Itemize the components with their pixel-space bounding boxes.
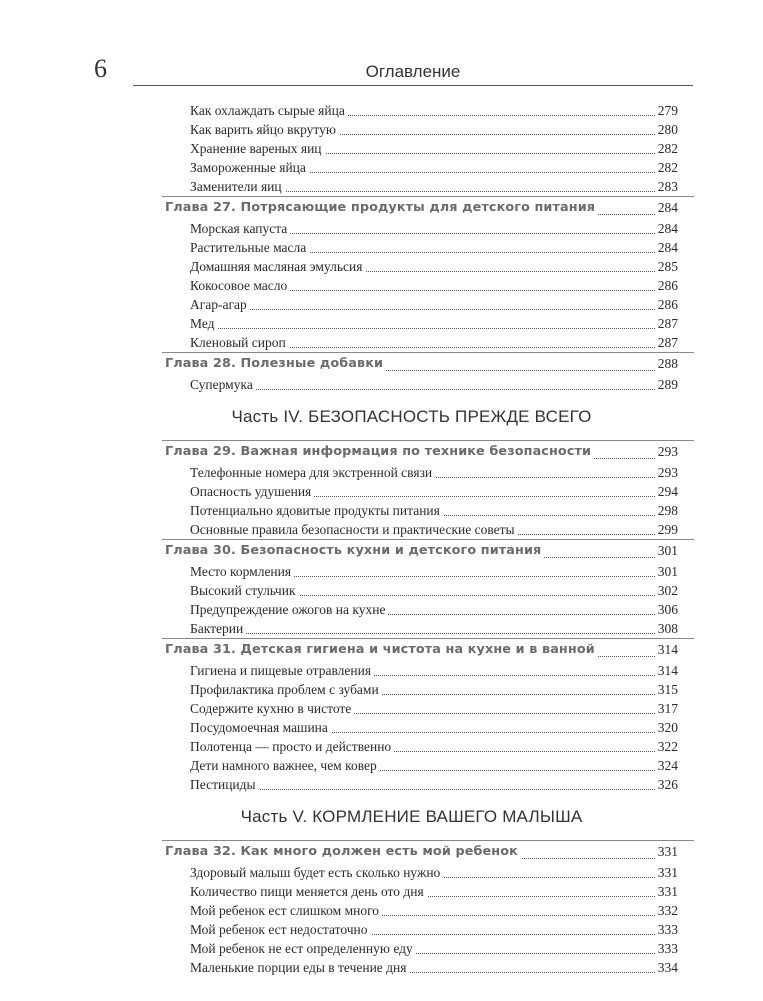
page-ref: 324 — [655, 756, 678, 775]
running-title: Оглавление — [365, 62, 461, 81]
page-ref: 333 — [655, 939, 678, 958]
entry-title: Бактерии — [190, 619, 246, 638]
page-ref: 315 — [655, 680, 678, 699]
page-ref: 331 — [655, 882, 678, 901]
entry-title: Место кормления — [190, 562, 294, 581]
part-heading: Часть V. КОРМЛЕНИЕ ВАШЕГО МАЛЫША — [240, 807, 583, 826]
page-ref: 293 — [655, 463, 678, 482]
page-ref: 284 — [655, 197, 678, 219]
chapter-title: Глава 27. Потрясающие продукты для детского питания — [165, 197, 598, 219]
page-ref: 282 — [655, 158, 678, 177]
dot-leader — [190, 290, 657, 310]
entry-title: Мой ребенок не ест определенную еду — [190, 939, 416, 958]
entry-title: Потенциально ядовитые продукты питания — [190, 501, 443, 520]
entry-title: Агар-агар — [190, 295, 250, 314]
page-ref: 301 — [655, 562, 678, 581]
page-ref: 289 — [655, 375, 678, 394]
page-ref: 282 — [655, 139, 678, 158]
entry-title: Здоровый малыш будет есть сколько нужно — [190, 863, 443, 882]
page-ref: 288 — [655, 353, 678, 375]
table-of-contents — [0, 101, 763, 977]
entry-title: Содержите кухню в чистоте — [190, 699, 354, 718]
entry-title: Опасность удушения — [190, 482, 314, 501]
entry-title: Супермука — [190, 375, 256, 394]
entry-title: Хранение вареных яиц — [190, 139, 325, 158]
page-ref: 302 — [655, 581, 678, 600]
entry-title: Дети намного важнее, чем ковер — [190, 756, 380, 775]
entry-title: Количество пищи меняется день ото дня — [190, 882, 427, 901]
entry-title: Домашняя масляная эмульсия — [190, 257, 365, 276]
header-rule — [133, 85, 693, 86]
entry-title: Высокий стульчик — [190, 581, 299, 600]
entry-title: Предупреждение ожогов на кухне — [190, 600, 388, 619]
page-ref: 326 — [655, 775, 678, 794]
toc-entry[interactable] — [0, 375, 763, 394]
page-ref: 322 — [655, 737, 678, 756]
page-ref: 287 — [655, 314, 678, 333]
dot-leader — [190, 309, 657, 329]
page-ref: 331 — [655, 863, 678, 882]
page-ref: 314 — [655, 639, 678, 661]
page-ref: 284 — [655, 238, 678, 257]
entry-title: Мед — [190, 314, 218, 333]
page-ref: 320 — [655, 718, 678, 737]
page-ref: 293 — [655, 441, 678, 463]
chapter-title: Глава 29. Важная информация по технике безопасности — [165, 441, 594, 463]
page-ref: 317 — [655, 699, 678, 718]
entry-title: Мой ребенок ест слишком много — [190, 901, 382, 920]
entry-title: Мой ребенок ест недостаточно — [190, 920, 371, 939]
part-heading: Часть IV. БЕЗОПАСНОСТЬ ПРЕЖДЕ ВСЕГО — [231, 407, 592, 426]
page-ref: 333 — [655, 920, 678, 939]
chapter-title: Глава 30. Безопасность кухни и детского питания — [165, 540, 544, 562]
page-ref: 298 — [655, 501, 678, 520]
entry-title: Морская капуста — [190, 219, 290, 238]
entry-title: Маленькие порции еды в течение дня — [190, 958, 409, 977]
dot-leader — [190, 370, 657, 390]
page-ref: 285 — [655, 257, 678, 276]
toc-entry[interactable] — [0, 775, 763, 794]
entry-title: Кокосовое масло — [190, 276, 290, 295]
page-ref: 284 — [655, 219, 678, 238]
page-ref: 332 — [655, 901, 678, 920]
page-ref: 286 — [655, 295, 678, 314]
page-ref: 306 — [655, 600, 678, 619]
page-ref: 299 — [655, 520, 678, 539]
page-ref: 283 — [655, 177, 678, 196]
entry-title: Телефонные номера для экстренной связи — [190, 463, 435, 482]
entry-title: Пестициды — [190, 775, 259, 794]
page-ref: 314 — [655, 661, 678, 680]
chapter-title: Глава 31. Детская гигиена и чистота на кухне и в ванной — [165, 639, 598, 661]
entry-title: Как варить яйцо вкрутую — [190, 120, 339, 139]
toc-entry[interactable] — [0, 958, 763, 977]
page-ref: 280 — [655, 120, 678, 139]
page-ref: 279 — [655, 101, 678, 120]
entry-title: Гигиена и пищевые отравления — [190, 661, 374, 680]
page-ref: 334 — [655, 958, 678, 977]
dot-leader — [190, 770, 657, 790]
page-ref: 301 — [655, 540, 678, 562]
chapter-title: Глава 32. Как много должен есть мой ребенок — [165, 841, 521, 863]
entry-title: Основные правила безопасности и практические советы — [190, 520, 518, 539]
chapter-title: Глава 28. Полезные добавки — [165, 353, 386, 375]
page-number: 6 — [94, 54, 107, 83]
entry-title: Кленовый сироп — [190, 333, 289, 352]
page-ref: 287 — [655, 333, 678, 352]
entry-title: Полотенца — просто и действенно — [190, 737, 394, 756]
page-ref: 294 — [655, 482, 678, 501]
entry-title: Замороженные яйца — [190, 158, 309, 177]
entry-title: Посудомоечная машина — [190, 718, 331, 737]
dot-leader — [190, 614, 657, 634]
page-ref: 308 — [655, 619, 678, 638]
entry-title: Заменители яиц — [190, 177, 285, 196]
entry-title: Растительные масла — [190, 238, 309, 257]
page-ref: 286 — [655, 276, 678, 295]
entry-title: Профилактика проблем с зубами — [190, 680, 382, 699]
page-ref: 331 — [655, 841, 678, 863]
entry-title: Как охлаждать сырые яйца — [190, 101, 348, 120]
